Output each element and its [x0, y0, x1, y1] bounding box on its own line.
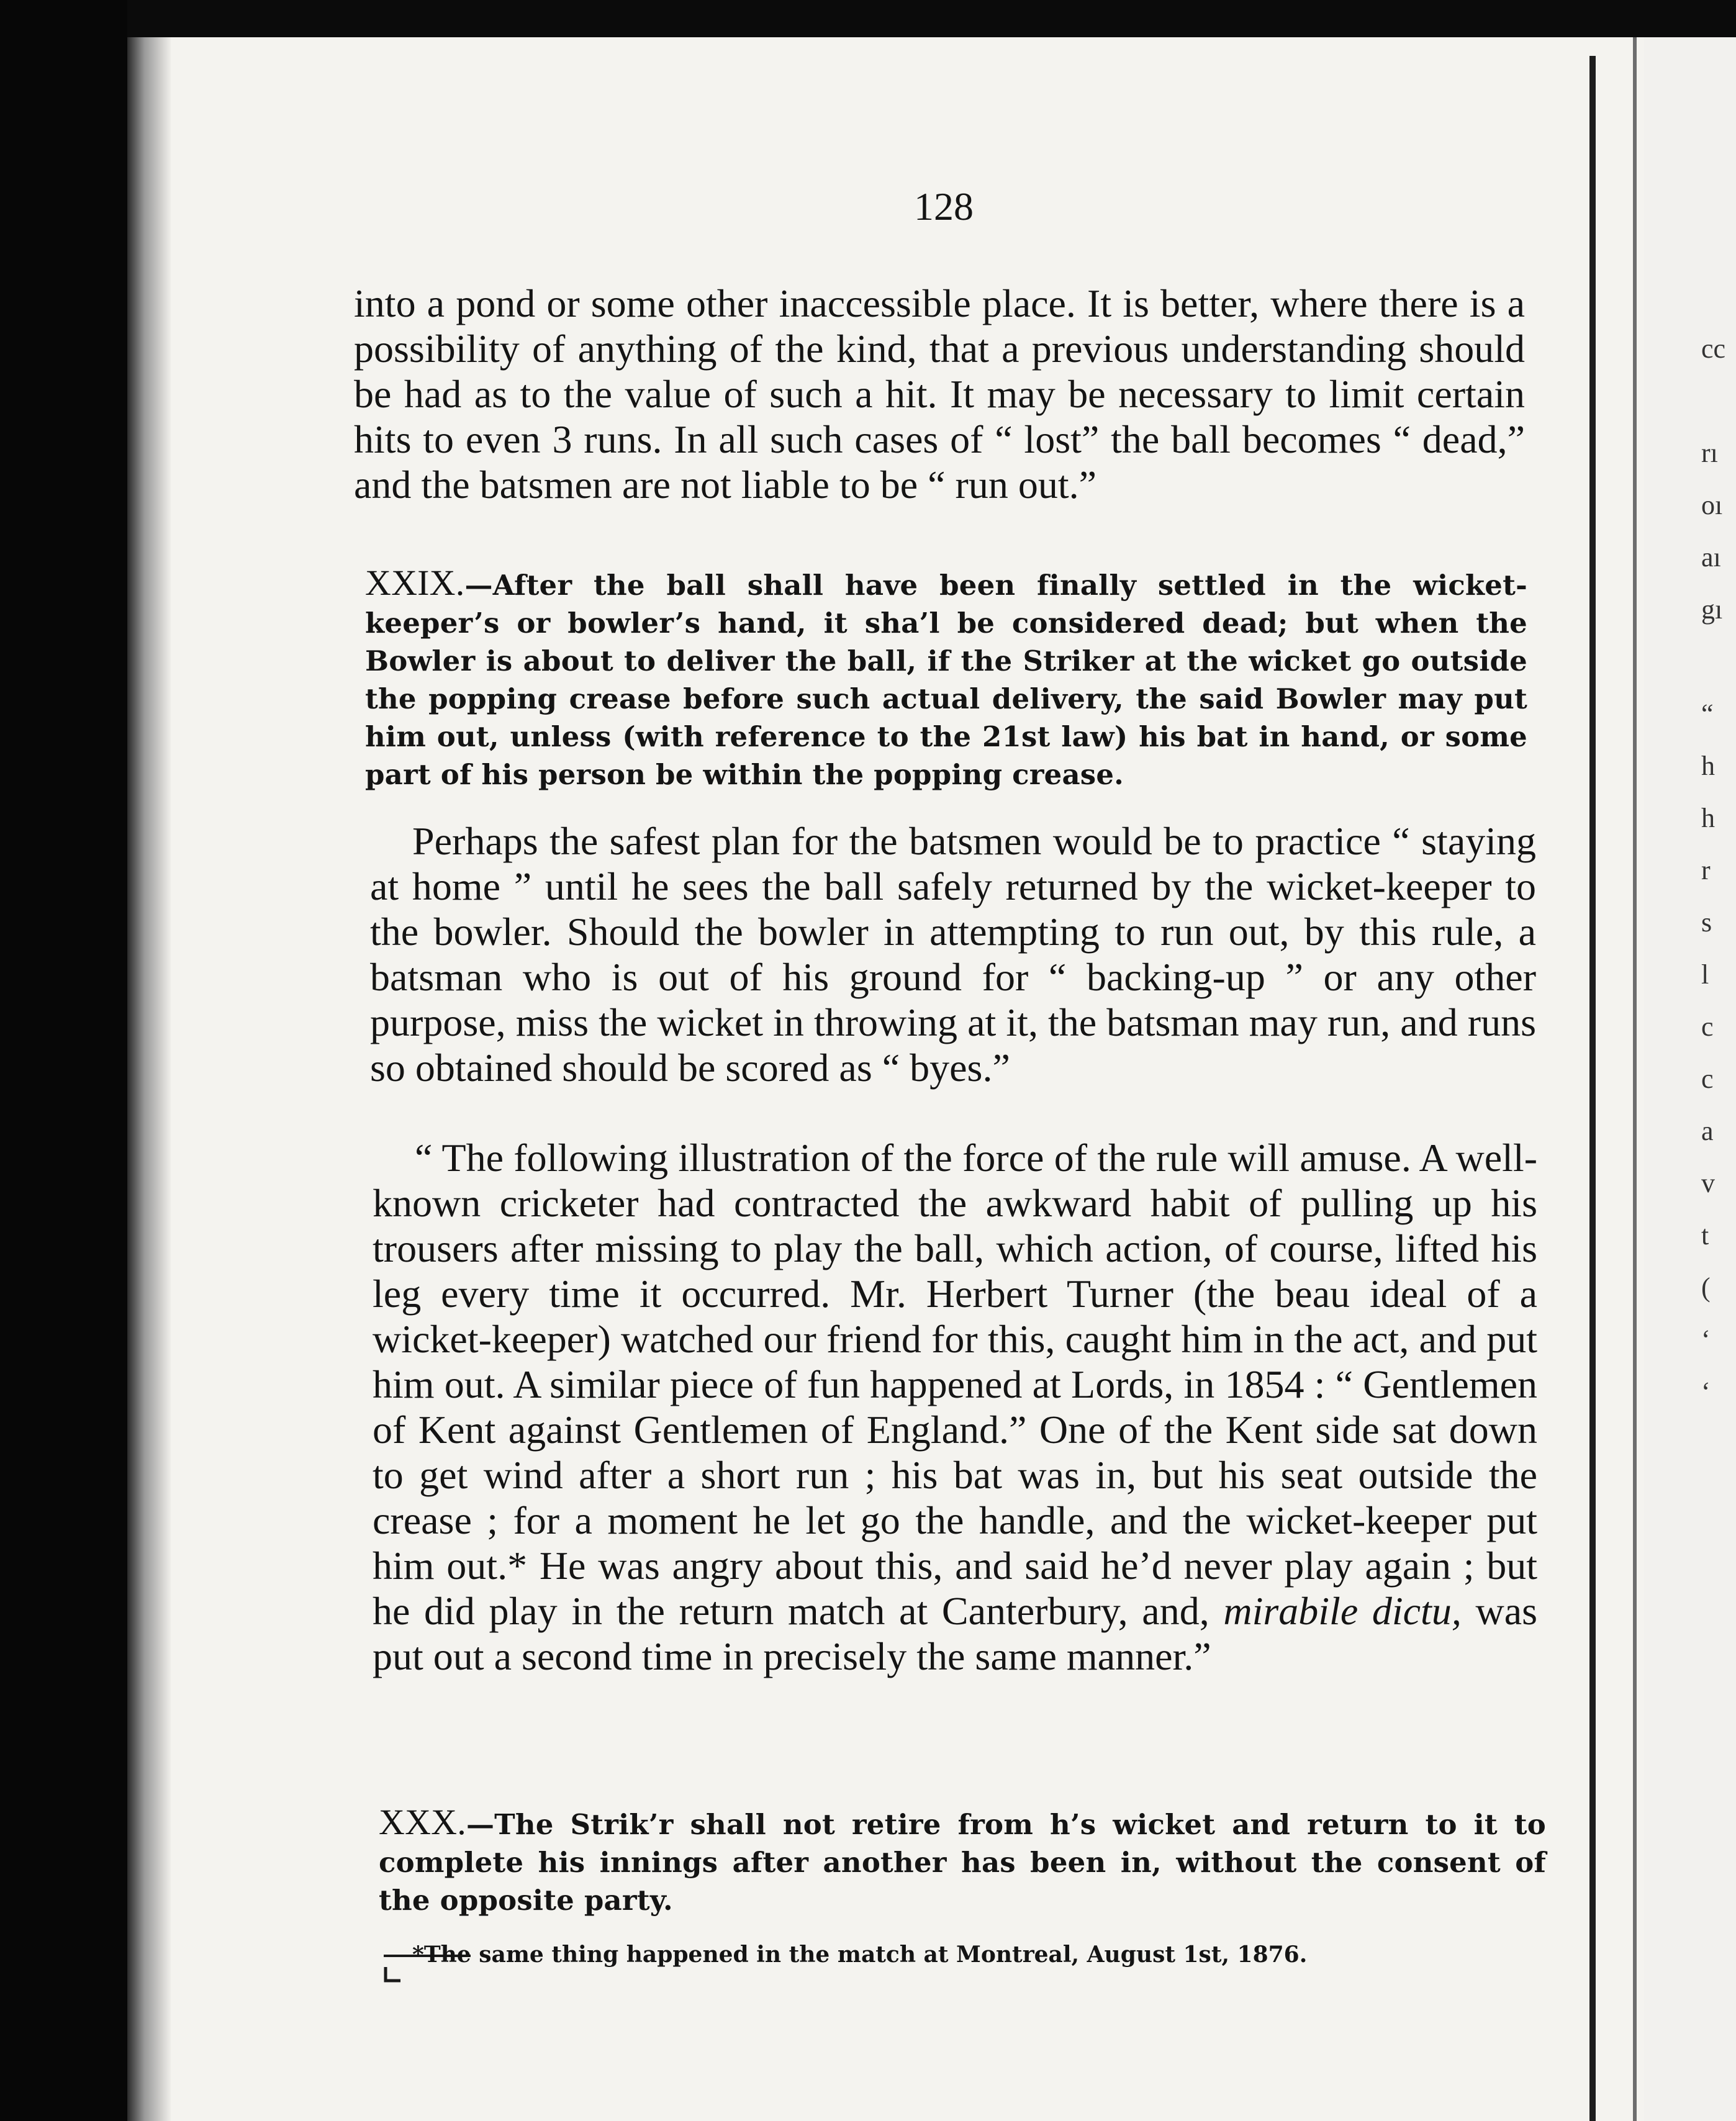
paragraph-illustration-body: “ The following illustration of the force of the rule will amuse. A well-known cricketer had contracted the awkward habit of pulling up his trousers after missing to play the ball, which action, of course, lifted his leg every time it occurred. Mr. Herbert Turner (the beau ideal of a wicket-keeper) watched our friend for this, caught him in the act, and put him out. A similar piece of fun happened at Lords, in 1854 : “ Gentlemen of Kent against Gentlemen of England.” One of the Kent side sat down to get wind after a short run ; his bat was in, but his seat outside the crease ; for a moment he let go the handle, and the wicket-keeper put him out.* He was angry about this, and said he’d never play again ; but he did play in the return match at Canterbury, and,: [373, 1136, 1537, 1633]
paragraph-continuation: into a pond or some other inaccessible place. It is better, where there is a possibility of anything of the kind, that a previous understanding should be had as to the value of such a hit. It may be necessary to limit certain hits to even 3 runs. In all such cases of “ lost” the ball becomes “ dead,” and the batsmen are not liable to be “ run out.”: [354, 281, 1525, 507]
law-30: [379, 1803, 1546, 1919]
law-29: [365, 564, 1527, 794]
italic-mirabile-dictu: mirabile dictu,: [1223, 1589, 1462, 1633]
footnote: *The same thing happened in the match at Montreal, August 1st, 1876.: [412, 1942, 1308, 1968]
page-edge-shadow: [127, 37, 171, 2121]
law-30-text: —The Strik’r shall not retire from h’s wicket and return to it to complete his innings after another has been in, without the consent of the opposite party.: [379, 1808, 1546, 1917]
law-29-number: XXIX.: [365, 563, 465, 603]
page-number: 128: [914, 184, 974, 228]
facing-page-fragments: cc rı oı aı gı “ h h r s l c c a v t ( ‘ ‘: [1701, 333, 1726, 1407]
page-gutter-line: [1589, 56, 1596, 2121]
paragraph-illustration-end: was put out a second time in precisely the same manner.”: [373, 1589, 1538, 1678]
scan-border-top: [0, 0, 1736, 37]
scan-border-left: [0, 0, 127, 2121]
page-gutter-shadow: [1633, 37, 1637, 2121]
paragraph-safest-plan: Perhaps the safest plan for the batsmen would be to practice “ staying at home ” until he sees the ball safely returned by the wicket-keeper to the bowler. Should the bowler in attempting to run out, by this rule, a batsman who is out of his ground for “ backing-up ” or any other purpose, miss the wicket in throwing at it, the batsman may run, and runs so obtained should be scored as “ byes.”: [370, 819, 1536, 1090]
law-30-number: XXX.: [379, 1802, 466, 1842]
footnote-bracket-icon: [383, 1965, 403, 1984]
paragraph-illustration: [373, 1135, 1537, 1679]
law-29-text: —After the ball shall have been finally settled in the wicket-keeper’s or bowler’s hand, it sha’l be considered dead; but when the Bowler is about to deliver the ball, if the Striker at the wicket go outside the popping crease before such actual delivery, the said Bowler may put him out, unless (with reference to the 21st law) his bat in hand, or some part of his person be within the popping crease.: [365, 569, 1527, 791]
